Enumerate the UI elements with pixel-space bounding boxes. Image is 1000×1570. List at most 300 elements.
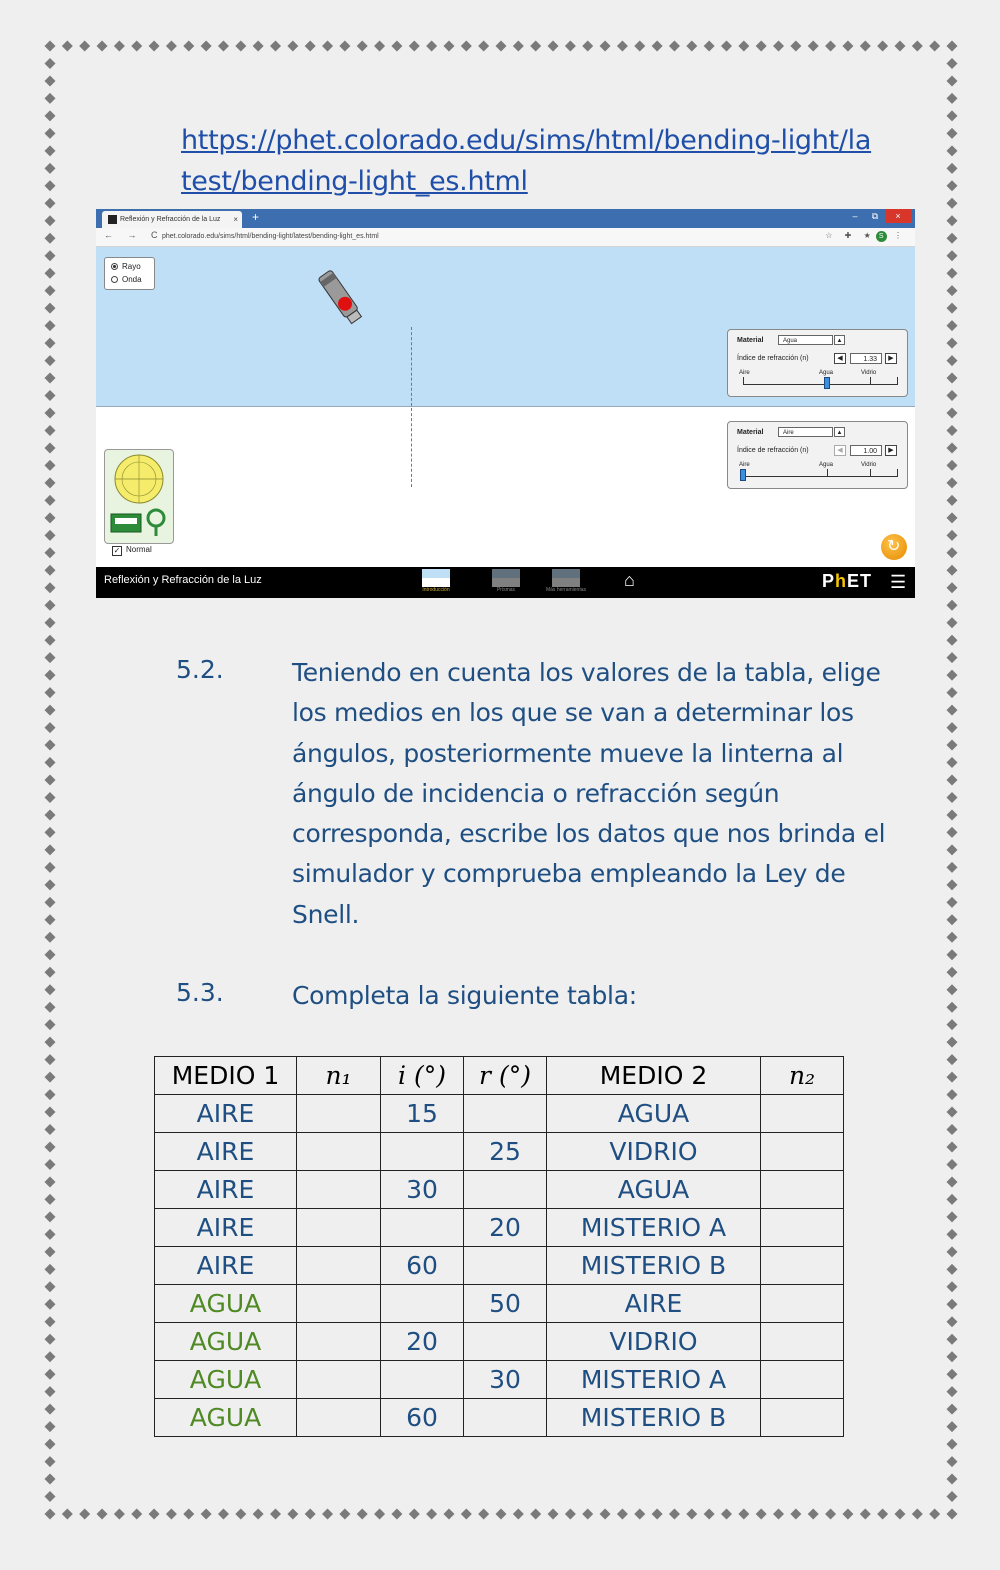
border-diamond	[947, 635, 958, 646]
laser-flashlight-icon[interactable]	[318, 265, 364, 331]
border-diamond	[45, 1509, 56, 1520]
border-diamond	[947, 844, 958, 855]
cell-refraction-angle: 50	[464, 1285, 547, 1323]
border-diamond	[947, 1334, 958, 1345]
border-diamond	[45, 879, 56, 890]
item-number-5-3: 5.3.	[176, 978, 224, 1007]
border-diamond	[721, 1509, 732, 1520]
border-diamond	[860, 41, 871, 52]
border-diamond	[114, 1509, 125, 1520]
border-diamond	[947, 1124, 958, 1135]
border-diamond	[947, 565, 958, 576]
cell-n2[interactable]	[761, 1323, 844, 1361]
phet-navigation-bar	[96, 567, 915, 598]
border-diamond	[947, 1456, 958, 1467]
border-diamond	[947, 1474, 958, 1485]
border-diamond	[45, 792, 56, 803]
border-diamond	[45, 1264, 56, 1275]
border-diamond	[131, 1509, 142, 1520]
slider-tick	[870, 377, 871, 384]
cell-n1[interactable]	[297, 1209, 381, 1247]
border-diamond	[45, 1351, 56, 1362]
slider-tick	[897, 377, 898, 384]
cell-incidence-angle[interactable]	[381, 1209, 464, 1247]
mode-option-ray[interactable]	[111, 261, 141, 273]
normal-line	[411, 327, 412, 487]
phet-logo[interactable]	[822, 571, 872, 592]
normal-checkbox-row[interactable]	[112, 545, 152, 556]
border-diamond	[947, 949, 958, 960]
border-diamond	[704, 1509, 715, 1520]
phet-favicon-icon	[108, 215, 117, 224]
border-diamond	[929, 41, 940, 52]
slider-tick-label: Agua	[819, 370, 834, 376]
cell-n2[interactable]	[761, 1133, 844, 1171]
border-diamond	[45, 1474, 56, 1485]
border-diamond	[617, 1509, 628, 1520]
material-select[interactable]: Agua	[778, 335, 833, 345]
border-diamond	[634, 1509, 645, 1520]
cell-n2[interactable]	[761, 1361, 844, 1399]
slider-tick	[827, 469, 828, 476]
table-row	[155, 1133, 844, 1171]
border-diamond	[947, 1194, 958, 1205]
border-diamond	[600, 1509, 611, 1520]
cell-medio-2: MISTERIO A	[547, 1209, 761, 1247]
border-diamond	[45, 617, 56, 628]
border-diamond	[131, 41, 142, 52]
border-diamond	[45, 477, 56, 488]
cell-medio-1: AIRE	[155, 1209, 297, 1247]
border-diamond	[409, 1509, 420, 1520]
border-diamond	[947, 1002, 958, 1013]
slider-tick	[897, 469, 898, 476]
border-diamond	[947, 425, 958, 436]
border-diamond	[45, 1299, 56, 1310]
border-diamond	[947, 670, 958, 681]
border-diamond	[79, 1509, 90, 1520]
border-diamond	[45, 373, 56, 384]
border-diamond	[45, 58, 56, 69]
border-diamond	[45, 250, 56, 261]
border-diamond	[201, 41, 212, 52]
border-diamond	[166, 1509, 177, 1520]
mode-option-label: Rayo	[122, 262, 141, 271]
close-window-icon[interactable]: ×	[885, 209, 911, 223]
slider-tick-label: Vidrio	[861, 370, 877, 376]
border-diamond	[894, 41, 905, 52]
border-diamond	[45, 827, 56, 838]
border-diamond	[947, 1264, 958, 1275]
border-diamond	[45, 110, 56, 121]
cell-n2[interactable]	[761, 1399, 844, 1437]
dropdown-arrow-icon[interactable]: ▲	[834, 427, 845, 437]
cell-refraction-angle[interactable]	[464, 1323, 547, 1361]
border-diamond	[45, 565, 56, 576]
border-diamond	[669, 41, 680, 52]
border-diamond	[600, 41, 611, 52]
cell-incidence-angle: 20	[381, 1323, 464, 1361]
cell-n1[interactable]	[297, 1323, 381, 1361]
cell-n1[interactable]	[297, 1171, 381, 1209]
border-diamond	[287, 1509, 298, 1520]
border-diamond	[45, 1386, 56, 1397]
material-panel-bottom	[727, 421, 908, 489]
border-diamond	[582, 41, 593, 52]
border-diamond	[97, 41, 108, 52]
border-diamond	[947, 1299, 958, 1310]
cell-n2[interactable]	[761, 1247, 844, 1285]
cell-medio-1: AGUA	[155, 1323, 297, 1361]
border-diamond	[166, 41, 177, 52]
border-diamond	[947, 1211, 958, 1222]
border-diamond	[773, 1509, 784, 1520]
simulation-link[interactable]: https://phet.colorado.edu/sims/html/bending-light/latest/bending-light_es.html	[181, 125, 872, 197]
new-tab-button[interactable]: +	[252, 210, 260, 224]
border-diamond	[45, 128, 56, 139]
border-diamond	[947, 775, 958, 786]
intensity-meter-icon[interactable]	[111, 510, 164, 536]
border-diamond	[947, 897, 958, 908]
border-diamond	[947, 740, 958, 751]
border-diamond	[45, 442, 56, 453]
border-diamond	[45, 215, 56, 226]
cell-n2[interactable]	[761, 1171, 844, 1209]
border-diamond	[704, 41, 715, 52]
screen-tab-more-tools[interactable]	[544, 569, 588, 593]
border-diamond	[339, 1509, 350, 1520]
border-diamond	[947, 1246, 958, 1257]
border-diamond	[947, 198, 958, 209]
border-diamond	[270, 41, 281, 52]
border-diamond	[947, 1107, 958, 1118]
menu-icon[interactable]: ☰	[890, 572, 907, 592]
border-diamond	[756, 41, 767, 52]
border-diamond	[45, 1211, 56, 1222]
cell-n1[interactable]	[297, 1399, 381, 1437]
border-diamond	[808, 41, 819, 52]
border-diamond	[45, 1439, 56, 1450]
border-diamond	[947, 757, 958, 768]
border-diamond	[97, 1509, 108, 1520]
border-diamond	[45, 163, 56, 174]
border-diamond	[45, 897, 56, 908]
border-diamond	[947, 1054, 958, 1065]
screen-tab-label: Más herramientas	[545, 587, 586, 593]
border-diamond	[461, 41, 472, 52]
cell-medio-2: VIDRIO	[547, 1323, 761, 1361]
border-diamond	[478, 41, 489, 52]
border-diamond	[45, 722, 56, 733]
border-diamond	[947, 827, 958, 838]
cell-refraction-angle[interactable]	[464, 1247, 547, 1285]
border-diamond	[947, 914, 958, 925]
border-diamond	[45, 75, 56, 86]
border-diamond	[391, 41, 402, 52]
dropdown-arrow-icon[interactable]: ▲	[834, 335, 845, 345]
normal-checkbox-label: Normal	[126, 545, 152, 554]
screen-tab-prisms[interactable]	[484, 569, 528, 593]
border-diamond	[287, 41, 298, 52]
border-diamond	[45, 809, 56, 820]
border-diamond	[947, 1351, 958, 1362]
border-diamond	[45, 1019, 56, 1030]
border-diamond	[45, 303, 56, 314]
border-diamond	[617, 41, 628, 52]
border-diamond	[45, 967, 56, 978]
border-diamond	[947, 320, 958, 331]
table-row	[155, 1361, 844, 1399]
border-diamond	[253, 41, 264, 52]
border-diamond	[530, 41, 541, 52]
increase-index-button[interactable]: ▶	[885, 445, 897, 456]
border-diamond	[45, 547, 56, 558]
border-diamond	[947, 582, 958, 593]
border-diamond	[45, 705, 56, 716]
border-diamond	[45, 1107, 56, 1118]
border-diamond	[947, 1509, 958, 1520]
border-diamond	[45, 233, 56, 244]
table-row	[155, 1399, 844, 1437]
phet-logo-h: h	[835, 571, 848, 591]
slider-tick	[743, 377, 744, 384]
refraction-slider-track[interactable]	[743, 384, 898, 385]
border-diamond	[45, 635, 56, 646]
border-diamond	[45, 600, 56, 611]
border-diamond	[947, 215, 958, 226]
border-diamond	[45, 984, 56, 995]
cell-incidence-angle: 60	[381, 1399, 464, 1437]
checkbox-checked-icon[interactable]: ✓	[113, 546, 121, 555]
cell-n2[interactable]	[761, 1285, 844, 1323]
border-diamond	[947, 338, 958, 349]
increase-index-button[interactable]: ▶	[885, 353, 897, 364]
cell-n2[interactable]	[761, 1209, 844, 1247]
cell-medio-1: AIRE	[155, 1133, 297, 1171]
border-diamond	[45, 932, 56, 943]
cell-n2[interactable]	[761, 1095, 844, 1133]
cell-n1[interactable]	[297, 1133, 381, 1171]
cell-medio-2: AGUA	[547, 1171, 761, 1209]
address-field[interactable]: phet.colorado.edu/sims/html/bending-light/latest/bending-light_es.html	[162, 233, 379, 240]
border-diamond	[45, 670, 56, 681]
border-diamond	[947, 1369, 958, 1380]
menu-dots-icon[interactable]: ⋮	[894, 231, 907, 240]
header-n2: n₂	[761, 1057, 844, 1095]
protractor-icon[interactable]	[115, 455, 163, 503]
border-diamond	[877, 41, 888, 52]
border-diamond	[45, 530, 56, 541]
cell-refraction-angle[interactable]	[464, 1095, 547, 1133]
item-text-5-2: Teniendo en cuenta los valores de la tabla, elige los medios en los que se van a determinar los ángulos, posteriormente mueve la linterna al ángulo de incidencia o refracción según corresponda, escribe los datos que nos brinda el simulador y comprueba empleando la Ley de Snell.	[292, 658, 886, 929]
browser-tab-title: Reflexión y Refracción de la Luz	[120, 216, 221, 223]
border-diamond	[218, 41, 229, 52]
border-diamond	[912, 1509, 923, 1520]
material-select[interactable]: Aire	[778, 427, 833, 437]
decrease-index-button[interactable]: ◀	[834, 445, 846, 456]
border-diamond	[947, 967, 958, 978]
border-diamond	[947, 442, 958, 453]
refraction-slider-thumb[interactable]	[824, 377, 830, 389]
border-diamond	[947, 1404, 958, 1415]
avatar[interactable]: S	[876, 231, 887, 242]
minimize-icon[interactable]: –	[852, 211, 858, 221]
refraction-index-label: Índice de refracción (n)	[737, 447, 809, 454]
border-diamond	[45, 687, 56, 698]
border-diamond	[45, 862, 56, 873]
border-diamond	[45, 740, 56, 751]
border-diamond	[947, 303, 958, 314]
slider-tick-label: Aire	[739, 462, 750, 468]
border-diamond	[45, 1369, 56, 1380]
cell-n1[interactable]	[297, 1285, 381, 1323]
screen-tab-intro[interactable]	[414, 569, 458, 593]
border-diamond	[947, 984, 958, 995]
refraction-slider-track[interactable]	[743, 476, 898, 477]
table-row	[155, 1171, 844, 1209]
border-diamond	[235, 41, 246, 52]
header-medio-1: MEDIO 1	[155, 1057, 297, 1095]
reset-all-button[interactable]	[881, 534, 907, 560]
border-diamond	[45, 1089, 56, 1100]
item-number-5-2: 5.2.	[176, 655, 224, 684]
border-diamond	[45, 355, 56, 366]
border-diamond	[947, 460, 958, 471]
border-diamond	[183, 41, 194, 52]
border-diamond	[45, 1002, 56, 1013]
border-diamond	[339, 41, 350, 52]
cell-medio-1: AGUA	[155, 1361, 297, 1399]
border-diamond	[947, 233, 958, 244]
cell-medio-2: AGUA	[547, 1095, 761, 1133]
simulation-screenshot	[96, 209, 915, 598]
border-diamond	[790, 41, 801, 52]
border-diamond	[45, 582, 56, 593]
border-diamond	[426, 1509, 437, 1520]
refraction-index-value: 1.33	[850, 353, 882, 364]
browser-tab[interactable]	[102, 211, 242, 228]
cell-n1[interactable]	[297, 1247, 381, 1285]
cell-medio-1: AIRE	[155, 1095, 297, 1133]
cell-incidence-angle[interactable]	[381, 1133, 464, 1171]
border-diamond	[513, 41, 524, 52]
border-diamond	[45, 460, 56, 471]
border-diamond	[45, 1037, 56, 1048]
cell-medio-1: AIRE	[155, 1247, 297, 1285]
nav-buttons[interactable]: ← → C	[104, 230, 164, 240]
border-diamond	[45, 408, 56, 419]
refraction-slider-thumb[interactable]	[740, 469, 746, 481]
material-label: Material	[737, 429, 764, 436]
cell-n1[interactable]	[297, 1095, 381, 1133]
material-panel-top	[727, 329, 908, 397]
mode-selector	[104, 257, 155, 290]
border-diamond	[947, 250, 958, 261]
cell-medio-2: AIRE	[547, 1285, 761, 1323]
border-diamond	[565, 1509, 576, 1520]
border-diamond	[45, 1246, 56, 1257]
slider-tick-label: Agua	[819, 462, 834, 468]
border-diamond	[45, 1124, 56, 1135]
border-diamond	[322, 1509, 333, 1520]
cell-incidence-angle: 30	[381, 1171, 464, 1209]
cell-refraction-angle[interactable]	[464, 1399, 547, 1437]
border-diamond	[947, 41, 958, 52]
border-diamond	[478, 1509, 489, 1520]
border-diamond	[947, 862, 958, 873]
material-label: Material	[737, 337, 764, 344]
cell-incidence-angle[interactable]	[381, 1361, 464, 1399]
border-diamond	[738, 41, 749, 52]
cell-incidence-angle[interactable]	[381, 1285, 464, 1323]
cell-refraction-angle[interactable]	[464, 1171, 547, 1209]
border-diamond	[45, 1281, 56, 1292]
border-diamond	[548, 1509, 559, 1520]
border-diamond	[947, 145, 958, 156]
bookmark-extension-icons[interactable]: ☆ ✚ ★	[825, 231, 876, 240]
toolbox-svg	[105, 450, 173, 543]
border-diamond	[201, 1509, 212, 1520]
cell-n1[interactable]	[297, 1361, 381, 1399]
cell-medio-2: MISTERIO A	[547, 1361, 761, 1399]
border-diamond	[947, 1281, 958, 1292]
border-diamond	[45, 512, 56, 523]
border-diamond	[947, 408, 958, 419]
border-diamond	[45, 949, 56, 960]
cell-refraction-angle: 20	[464, 1209, 547, 1247]
border-diamond	[860, 1509, 871, 1520]
border-diamond	[114, 41, 125, 52]
border-diamond	[947, 390, 958, 401]
border-diamond	[45, 198, 56, 209]
cell-incidence-angle: 60	[381, 1247, 464, 1285]
home-icon[interactable]: ⌂	[624, 570, 635, 590]
restore-icon[interactable]: ⧉	[871, 211, 879, 221]
table-row	[155, 1247, 844, 1285]
border-diamond	[45, 1054, 56, 1065]
border-diamond	[947, 495, 958, 506]
table-header-row	[155, 1057, 844, 1095]
cell-medio-2: MISTERIO B	[547, 1247, 761, 1285]
border-diamond	[686, 41, 697, 52]
slider-tick	[870, 469, 871, 476]
tab-close-icon[interactable]: ×	[233, 215, 238, 224]
border-diamond	[45, 320, 56, 331]
border-diamond	[45, 1229, 56, 1240]
screen-tab-label: Prismas	[496, 587, 516, 593]
border-diamond	[842, 1509, 853, 1520]
border-diamond	[357, 41, 368, 52]
border-diamond	[947, 1072, 958, 1083]
border-diamond	[947, 547, 958, 558]
border-diamond	[947, 617, 958, 628]
border-diamond	[947, 687, 958, 698]
border-diamond	[235, 1509, 246, 1520]
border-diamond	[947, 128, 958, 139]
cell-medio-1: AGUA	[155, 1285, 297, 1323]
address-bar	[96, 228, 915, 247]
border-diamond	[357, 1509, 368, 1520]
mode-option-wave[interactable]	[111, 274, 142, 286]
item-text-5-3: Completa la siguiente tabla:	[292, 981, 637, 1010]
border-diamond	[947, 652, 958, 663]
decrease-index-button[interactable]: ◀	[834, 353, 846, 364]
border-diamond	[947, 512, 958, 523]
border-diamond	[947, 1089, 958, 1100]
cell-incidence-angle: 15	[381, 1095, 464, 1133]
border-diamond	[62, 41, 73, 52]
border-diamond	[45, 1404, 56, 1415]
